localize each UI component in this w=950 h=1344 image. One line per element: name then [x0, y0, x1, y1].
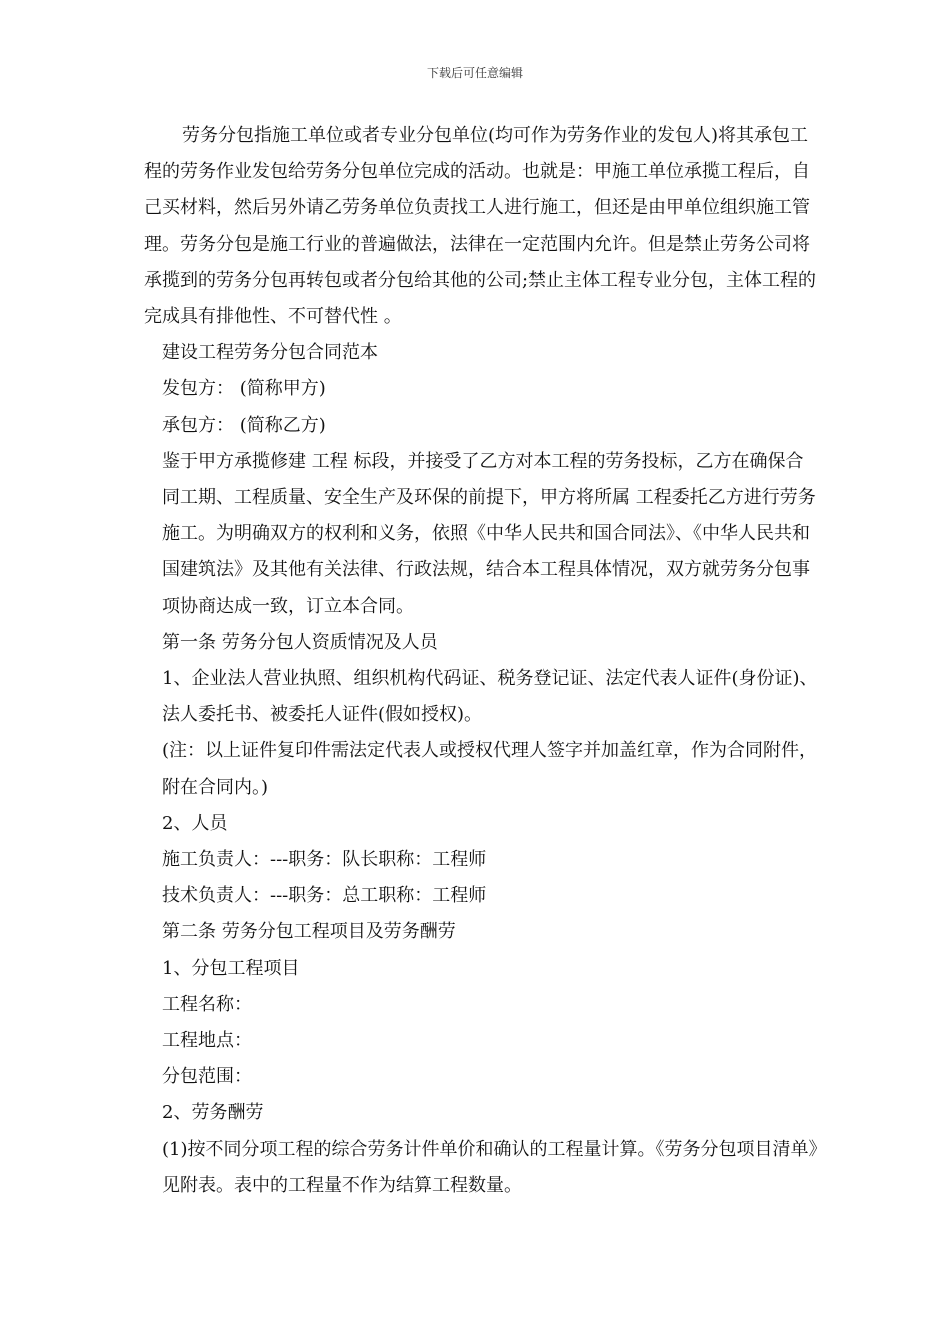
- page-header: 下载后可任意编辑: [426, 66, 523, 80]
- article-1-item-2: 2、人员: [162, 812, 228, 834]
- technical-lead-line: 技术负责人：---职务：总工职称：工程师: [162, 885, 487, 907]
- subcontract-scope-line: 分包范围：: [162, 1066, 252, 1088]
- intro-paragraph: 劳务分包指施工单位或者专业分包单位(均可作为劳务作业的发包人)将其承包工程的劳务作业发包给劳务分包单位完成的活动。也就是：甲施工单位承揽工程后，自己买材料，然后另外请乙劳务单位负责找工人进行施工，但还是由甲单位组织施工管理。劳务分包是施工行业的普遍做法，法律在一定范围内允许。但是禁止劳务公司将承揽到的劳务分包再转包或者分包给其他的公司;禁止主体工程专业分包，主体工程的完成具有排他性、不可替代性 。: [144, 125, 817, 328]
- article-1-heading: 第一条 劳务分包人资质情况及人员: [162, 631, 438, 653]
- preamble-paragraph: 鉴于甲方承揽修建 工程 标段，并接受了乙方对本工程的劳务投标，乙方在确保合同工期、工程质量、安全生产及环保的前提下，甲方将所属 工程委托乙方进行劳务施工。为明确双方的权利和义务，依照《中华人民共和国合同法》、《中华人民共和国建筑法》及其他有关法律、行政法规，结合本工程具体情况，双方就劳务分包事项协商达成一致，订立本合同。: [162, 450, 816, 617]
- article-1-item-1: 1、企业法人营业执照、组织机构代码证、税务登记证、法定代表人证件(身份证)、法人委托书、被委托人证件(假如授权)。: [162, 668, 818, 726]
- article-2-item-2: 2、劳务酬劳: [162, 1102, 264, 1124]
- remuneration-clause-1: (1)按不同分项工程的综合劳务计件单价和确认的工程量计算。《劳务分包项目清单》见附表。表中的工程量不作为结算工程数量。: [162, 1138, 818, 1196]
- project-location-line: 工程地点：: [162, 1030, 252, 1052]
- party-a-line: 发包方： (简称甲方): [162, 378, 326, 400]
- project-name-line: 工程名称：: [162, 993, 252, 1015]
- contract-title: 建设工程劳务分包合同范本: [162, 342, 378, 364]
- party-b-line: 承包方： (简称乙方): [162, 414, 326, 436]
- document-body: [144, 118, 820, 1204]
- article-1-note: (注：以上证件复印件需法定代表人或授权代理人签字并加盖红章，作为合同附件，附在合同内。): [162, 740, 818, 798]
- article-2-item-1: 1、分包工程项目: [162, 957, 300, 979]
- construction-lead-line: 施工负责人：---职务：队长职称：工程师: [162, 849, 487, 871]
- article-2-heading: 第二条 劳务分包工程项目及劳务酬劳: [162, 921, 456, 943]
